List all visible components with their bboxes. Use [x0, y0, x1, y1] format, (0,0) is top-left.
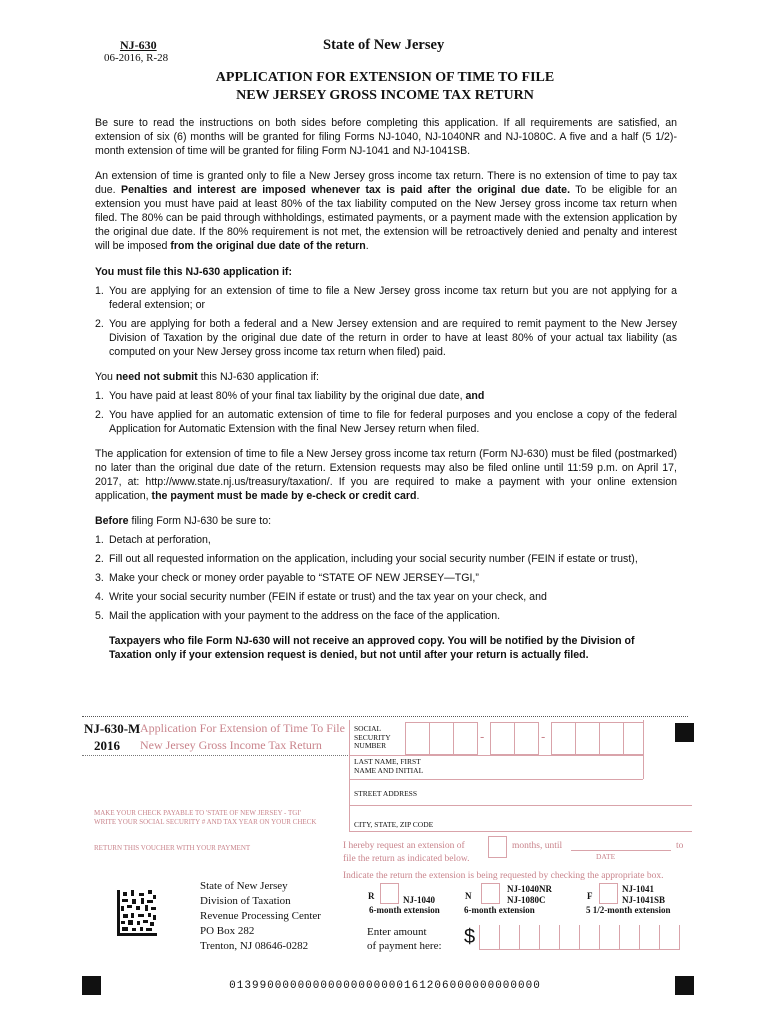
- ssn-dash-1: -: [480, 729, 485, 744]
- address-line-1: State of New Jersey: [200, 880, 288, 892]
- state-heading: State of New Jersey: [323, 37, 445, 53]
- before-filing-heading: Before filing Form NJ-630 be sure to:: [95, 515, 272, 527]
- perforation-line: [82, 716, 688, 717]
- need-not-item-2: 2. You have applied for an automatic extension of time to file for federal purposes and you enclose a copy of the federal Application for Automatic Extension with the final New Jersey return when filed.: [95, 409, 677, 436]
- return-voucher-note: RETURN THIS VOUCHER WITH YOUR PAYMENT: [94, 844, 251, 852]
- mailing-address: [200, 879, 321, 954]
- before-item-3: 3. Make your check or money order payable to “STATE OF NEW JERSEY—TGI,”: [95, 572, 479, 584]
- before-item-1: 1. Detach at perforation,: [95, 534, 211, 546]
- amount-digit-2[interactable]: [499, 925, 520, 950]
- amount-digit-8[interactable]: [619, 925, 640, 950]
- registration-mark-top: [675, 723, 694, 742]
- option-f-letter: F: [587, 891, 593, 901]
- amount-label-2: of payment here:: [367, 940, 442, 952]
- address-line-3: Revenue Processing Center: [200, 910, 321, 922]
- option-r-letter: R: [368, 891, 375, 901]
- address-line-5: Trenton, NJ 08646-0282: [200, 940, 309, 952]
- option-f-form-2: NJ-1041SB: [622, 895, 666, 905]
- intro-paragraph-2: An extension of time is granted only to file a New Jersey gross income tax return. There is no extension of time to pay tax due. Penalties and interest are imposed whenever tax is paid after the original due date. To be eligible for an extension you must have paid at least 80% of the tax liability computed on the New Jersey gross income tax return when filed. The 80% can be paid through withholdings, estimated payments, or a payment made with the extension application by the original due date. If the 80% requirement is not met, the extension will be retroactively denied and penalty and interest will be imposed from the original due date of the return.: [95, 170, 678, 253]
- field-left-border: [349, 720, 350, 832]
- amount-label-1: Enter amount: [367, 926, 427, 938]
- street-input-area[interactable]: [430, 782, 690, 803]
- intro-paragraph-1: Be sure to read the instructions on both sides before completing this application. If all requirements are satisfied, an extension of six (6) months will be granted for filing Forms NJ-1040, NJ-1040NR and NJ-1080C. A five and a half (5 1/2)-month extension of time will be granted for filing Form NJ-1041 and NJ-1041SB.: [95, 117, 677, 158]
- before-item-2: 2. Fill out all requested information on the application, including your social security number (FEIN if estate or trust),: [95, 553, 638, 565]
- option-f-description: 5 1/2-month extension: [586, 905, 671, 915]
- title-line-1: APPLICATION FOR EXTENSION OF TIME TO FILE: [215, 70, 555, 85]
- amount-digit-5[interactable]: [559, 925, 580, 950]
- request-text-a: I hereby request an extension of: [343, 841, 465, 851]
- check-ssn-note: WRITE YOUR SOCIAL SECURITY # AND TAX YEAR ON YOUR CHECK: [94, 818, 317, 826]
- option-r-description: 6-month extension: [369, 905, 440, 915]
- city-input-area[interactable]: [445, 808, 690, 829]
- dollar-sign: $: [464, 926, 476, 948]
- must-file-item-2: 2. You are applying for both a federal and a New Jersey extension and are required to remit payment to the New Jersey Division of Taxation by the original due date of the return in order to have at least 80% of your actual tax liability (as computed on your New Jersey gross income tax return when filed) paid.: [95, 318, 677, 359]
- request-text-c: to: [676, 841, 684, 851]
- ssn-digit-6[interactable]: [551, 722, 576, 755]
- voucher-form-code: NJ-630-M: [84, 721, 141, 736]
- voucher-title-1: Application For Extension of Time To File: [140, 721, 345, 735]
- form-revision: 06-2016, R-28: [104, 52, 169, 64]
- check-payable-note: MAKE YOUR CHECK PAYABLE TO 'STATE OF NEW JERSEY - TGI': [94, 809, 301, 817]
- address-line-2: Division of Taxation: [200, 895, 291, 907]
- ssn-digit-3[interactable]: [453, 722, 478, 755]
- ssn-dash-2: -: [541, 729, 546, 744]
- option-r-form: NJ-1040: [403, 895, 435, 905]
- amount-digit-10[interactable]: [659, 925, 680, 950]
- before-item-5: 5. Mail the application with your payment to the address on the face of the application.: [95, 610, 501, 622]
- option-f-form-1: NJ-1041: [622, 884, 654, 894]
- amount-digit-1[interactable]: [479, 925, 500, 950]
- before-item-4: 4. Write your social security number (FEIN if estate or trust) and the tax year on your check, and: [95, 591, 547, 603]
- amount-digit-4[interactable]: [539, 925, 560, 950]
- need-not-item-1: 1. You have paid at least 80% of your final tax liability by the original due date, and: [95, 390, 485, 402]
- date-input[interactable]: [571, 838, 671, 851]
- address-line-4: PO Box 282: [200, 925, 255, 937]
- voucher-title-underline: [82, 755, 348, 756]
- ssn-digit-1[interactable]: [405, 722, 430, 755]
- name-bottom-line: [349, 779, 643, 780]
- ssn-digit-9[interactable]: [623, 722, 644, 755]
- name-input-area[interactable]: [440, 757, 640, 777]
- amount-digit-7[interactable]: [599, 925, 620, 950]
- option-n-form-1: NJ-1040NR: [507, 884, 552, 894]
- must-file-heading: You must file this NJ-630 application if:: [95, 266, 292, 278]
- request-text-b: months, until: [512, 841, 563, 851]
- indicate-return-text: Indicate the return the extension is being requested by checking the appropriate box.: [343, 871, 664, 881]
- form-id: NJ-630: [120, 38, 157, 52]
- filing-deadline-paragraph: The application for extension of time to file a New Jersey gross income tax return (Form NJ-630) must be filed (postmarked) no later than the original due date of the return. Extension requests may also be filed online until 11:59 p.m. on April 17, 2017, at: http://www.state.nj.us/treasury/taxation/. If you are required to make a payment with your online extension application, the payment must be made by e-check or credit card.: [95, 448, 677, 503]
- date-label: DATE: [596, 852, 616, 861]
- option-r-checkbox[interactable]: [380, 883, 399, 904]
- option-n-letter: N: [465, 891, 472, 901]
- months-input[interactable]: [488, 836, 507, 858]
- title-line-2: NEW JERSEY GROSS INCOME TAX RETURN: [236, 88, 534, 103]
- street-bottom-line: [349, 805, 692, 806]
- amount-digit-6[interactable]: [579, 925, 600, 950]
- must-file-item-1: 1. You are applying for an extension of time to file a New Jersey gross income tax return but you are not applying for a federal extension; or: [95, 285, 677, 312]
- city-label: CITY, STATE, ZIP CODE: [354, 820, 434, 829]
- voucher-title-2: New Jersey Gross Income Tax Return: [140, 738, 322, 752]
- need-not-heading: You need not submit this NJ-630 application if:: [95, 371, 319, 383]
- ssn-digit-4[interactable]: [490, 722, 515, 755]
- no-approved-copy-notice: Taxpayers who file Form NJ-630 will not receive an approved copy. You will be notified by the Division of Taxation only if your extension request is denied, but not until after your return is actually filed.: [109, 635, 635, 662]
- amount-digit-3[interactable]: [519, 925, 540, 950]
- ssn-digit-2[interactable]: [429, 722, 454, 755]
- ssn-bottom-line: [349, 755, 643, 756]
- city-bottom-line: [349, 831, 692, 832]
- amount-digit-9[interactable]: [639, 925, 660, 950]
- ssn-digit-7[interactable]: [575, 722, 600, 755]
- barcode-2d: [117, 890, 157, 936]
- street-label: STREET ADDRESS: [354, 789, 417, 798]
- voucher-year: 2016: [94, 738, 120, 753]
- option-n-checkbox[interactable]: [481, 883, 500, 904]
- ssn-label: SOCIAL SECURITY NUMBER: [354, 724, 391, 750]
- request-text-d: file the return as indicated below.: [343, 854, 470, 864]
- ssn-digit-5[interactable]: [514, 722, 539, 755]
- ssn-digit-8[interactable]: [599, 722, 624, 755]
- option-n-form-2: NJ-1080C: [507, 895, 546, 905]
- name-label: LAST NAME, FIRST NAME AND INITIAL: [354, 757, 424, 775]
- option-f-checkbox[interactable]: [599, 883, 618, 904]
- ocr-scanline: 01399000000000000000000161206000000000000: [229, 980, 541, 992]
- option-n-description: 6-month extension: [464, 905, 535, 915]
